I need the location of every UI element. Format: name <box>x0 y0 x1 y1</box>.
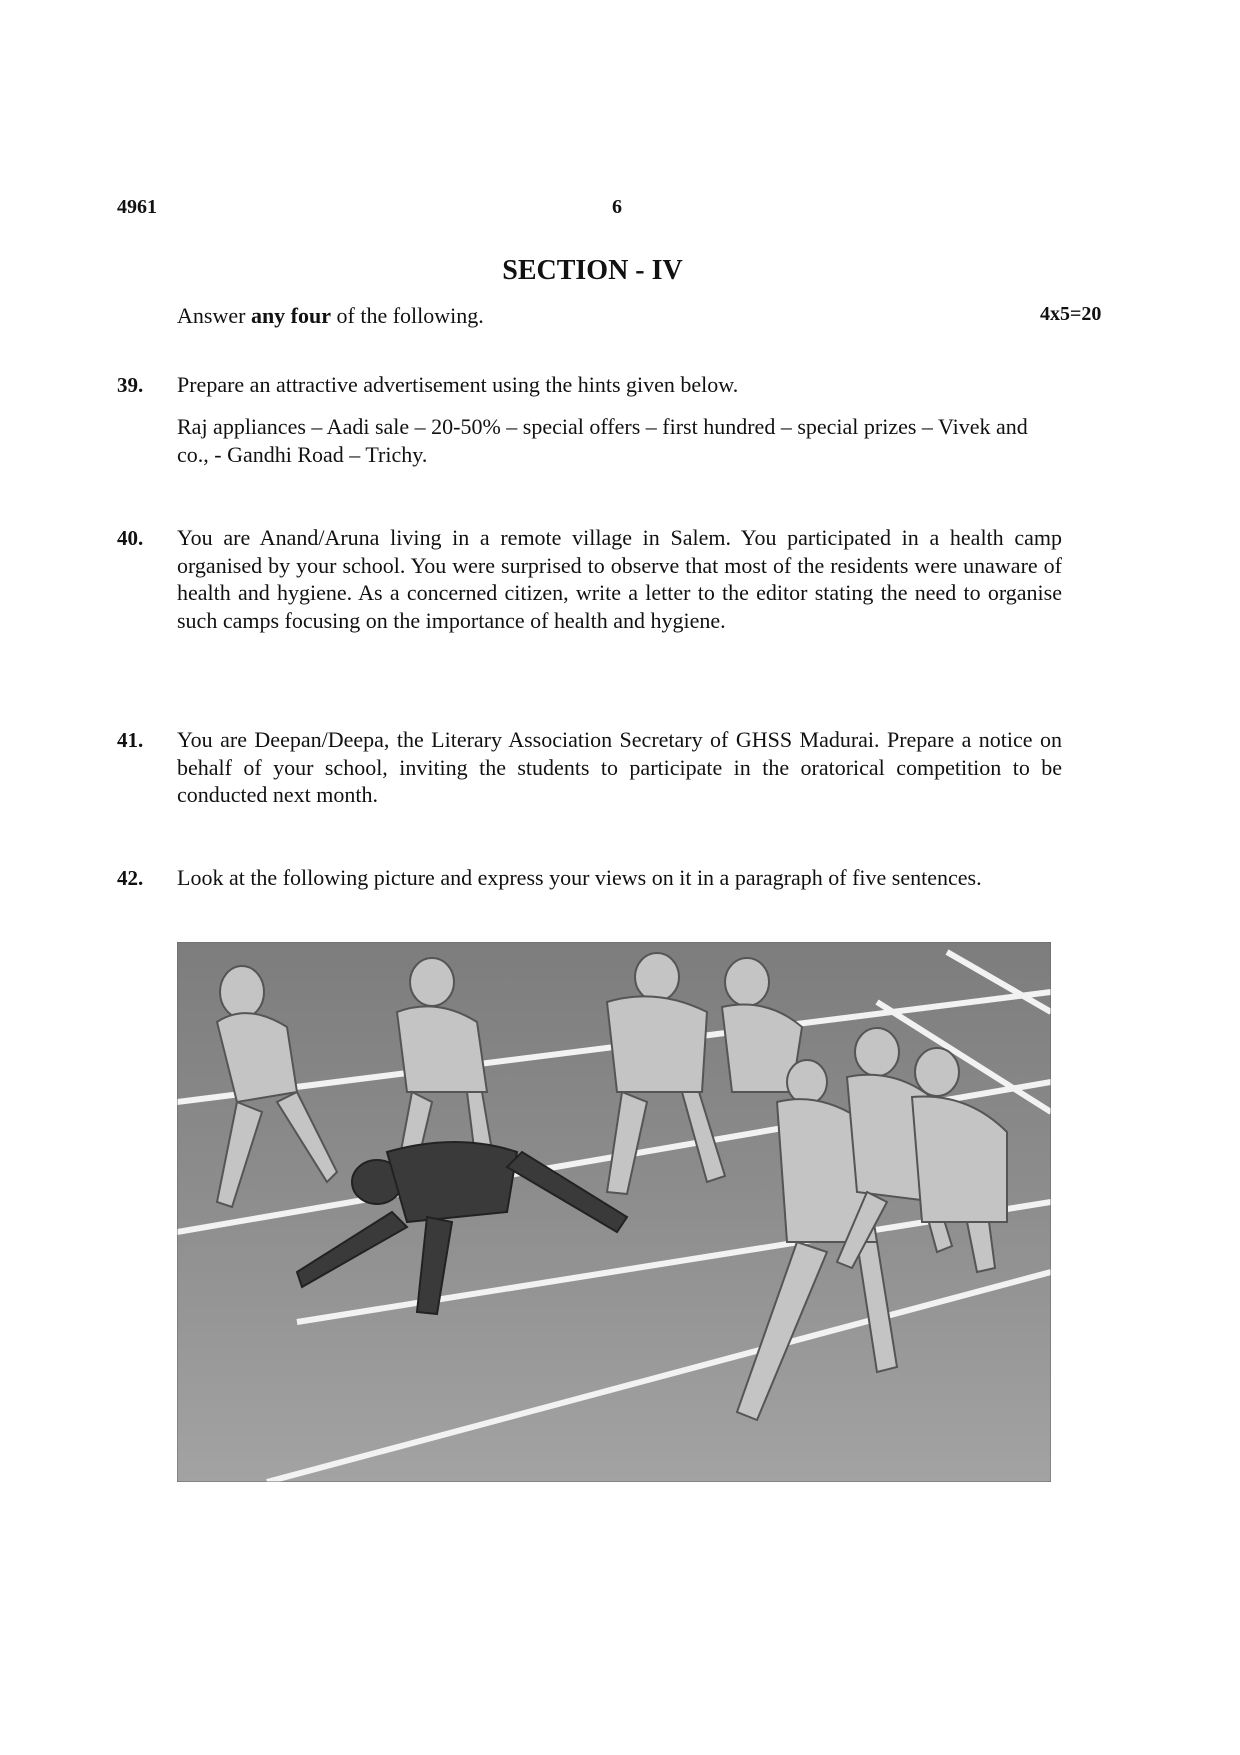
page-number: 6 <box>612 196 622 218</box>
section-instruction <box>177 303 484 329</box>
section-marks: 4x5=20 <box>1040 303 1102 325</box>
question-text: Look at the following picture and express your views on it in a paragraph of five sentences. <box>177 865 982 890</box>
kabaddi-photograph <box>177 942 1051 1482</box>
paper-code: 4961 <box>117 196 157 218</box>
question-text: Prepare an attractive advertisement using the hints given below. <box>177 372 739 397</box>
instruction-text-end: of the following. <box>331 303 484 328</box>
question-text: You are Anand/Aruna living in a remote village in Salem. You participated in a health camp organised by your school. You were surprised to observe that most of the residents were unaware of health and hygiene. As a concerned citizen, write a letter to the editor stating the need to organise such camps focusing on the importance of health and hygiene. <box>177 525 1062 633</box>
question-number: 40. <box>117 526 144 550</box>
section-title: SECTION - IV <box>502 255 683 286</box>
instruction-emphasis: any four <box>250 303 331 328</box>
question-text: You are Deepan/Deepa, the Literary Association Secretary of GHSS Madurai. Prepare a notice on behalf of your school, inviting the students to participate in the oratorical competition to be conducted next month. <box>177 727 1062 807</box>
instruction-text-start: Answer <box>177 303 251 328</box>
question-number: 39. <box>117 373 144 397</box>
question-number: 42. <box>117 866 144 890</box>
question-hints: Raj appliances – Aadi sale – 20-50% – special offers – first hundred – special prizes – Vivek and co., - Gandhi Road – Trichy. <box>177 414 1028 467</box>
question-number: 41. <box>117 728 144 752</box>
